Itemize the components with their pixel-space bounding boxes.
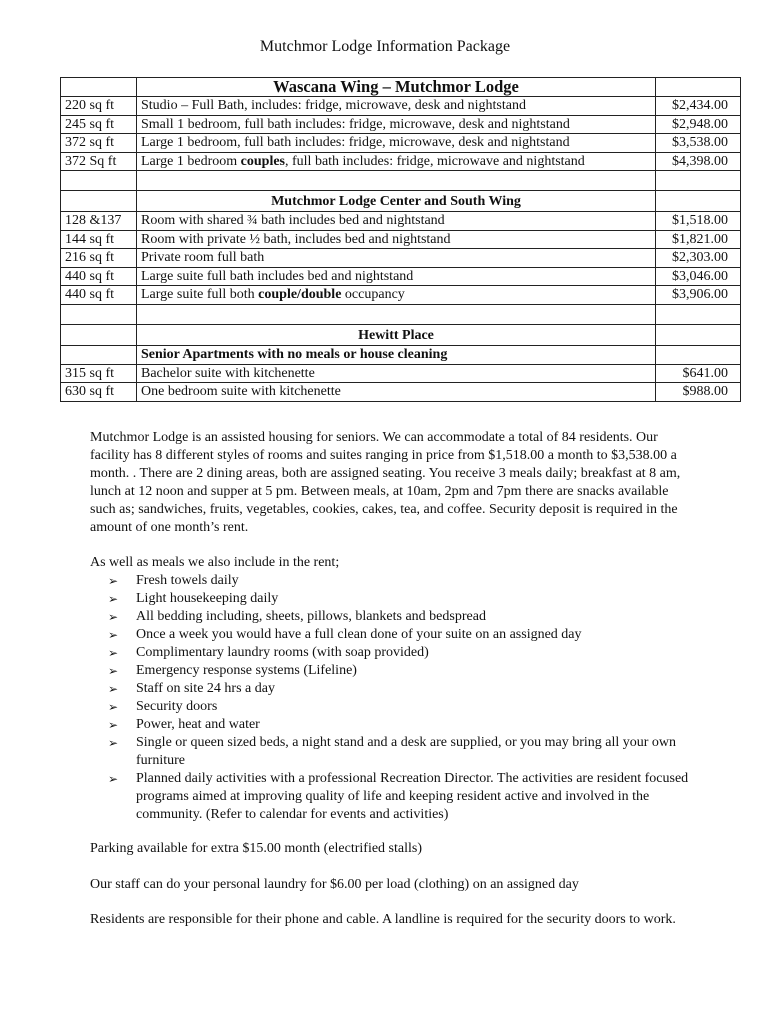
- hewitt-heading-row: [61, 324, 741, 345]
- room-description-cell: [137, 230, 656, 249]
- feature-text: Fresh towels daily: [136, 573, 239, 588]
- room-rate-row: [61, 97, 741, 116]
- empty-cell: [61, 171, 137, 191]
- center-south-heading-row: [61, 191, 741, 212]
- room-rate-row: [61, 286, 741, 305]
- wascana-wing-heading: Wascana Wing – Mutchmor Lodge: [137, 78, 656, 97]
- empty-cell: [656, 345, 741, 364]
- room-rates-table: [60, 77, 741, 402]
- feature-item: [108, 680, 698, 698]
- room-description-cell: [137, 286, 656, 305]
- room-description-cell: [137, 212, 656, 231]
- arrow-bullet-icon: ➢: [108, 628, 119, 642]
- description-text: Large 1 bedroom: [141, 153, 241, 169]
- description-text: Room with shared ¾ bath includes bed and nightstand: [141, 213, 445, 228]
- feature-item: [108, 608, 698, 626]
- intro-paragraph: [90, 429, 690, 537]
- parking-text: Parking available for extra $15.00 month (electrified stalls): [90, 841, 423, 856]
- room-description-cell: [137, 267, 656, 286]
- room-rate-row: [61, 383, 741, 402]
- description-text: Bachelor suite with kitchenette: [141, 365, 315, 381]
- empty-cell: [61, 345, 137, 364]
- arrow-bullet-icon: ➢: [108, 700, 119, 714]
- room-rate-row: [61, 134, 741, 153]
- room-description-cell: [137, 134, 656, 153]
- empty-cell: [656, 191, 741, 212]
- feature-item: [108, 734, 698, 770]
- arrow-bullet-icon: ➢: [108, 574, 119, 588]
- description-text: , full bath includes: fridge, microwave and nightstand: [285, 153, 585, 169]
- empty-cell: [137, 171, 656, 191]
- room-size-cell: 440 sq ft: [61, 286, 137, 305]
- monthly-price-cell: $2,434.00: [656, 97, 741, 116]
- room-size-cell: 630 sq ft: [61, 383, 137, 402]
- monthly-price-cell: $1,518.00: [656, 212, 741, 231]
- arrow-bullet-icon: ➢: [108, 772, 119, 786]
- description-text: Studio – Full Bath, includes: fridge, microwave, desk and nightstand: [141, 98, 526, 113]
- feature-item: [108, 770, 698, 824]
- room-description-cell: [137, 152, 656, 171]
- room-rate-row: [61, 364, 741, 383]
- feature-text: Emergency response systems (Lifeline): [136, 663, 357, 678]
- room-size-cell: 315 sq ft: [61, 364, 137, 383]
- room-description-cell: [137, 97, 656, 116]
- room-description-cell: [137, 115, 656, 134]
- monthly-price-cell: $1,821.00: [656, 230, 741, 249]
- feature-item: [108, 590, 698, 608]
- feature-text: Light housekeeping daily: [136, 591, 279, 606]
- empty-cell: [61, 191, 137, 212]
- arrow-bullet-icon: ➢: [108, 646, 119, 660]
- blank-row: [61, 171, 741, 191]
- arrow-bullet-icon: ➢: [108, 664, 119, 678]
- feature-text: Single or queen sized beds, a night stand and a desk are supplied, or you may bring all your own furniture: [136, 735, 677, 768]
- room-rate-row: [61, 249, 741, 268]
- hewitt-subheading: Senior Apartments with no meals or house cleaning: [137, 345, 656, 364]
- description-text: Large suite full both: [141, 287, 259, 302]
- empty-cell: [656, 304, 741, 324]
- hewitt-subheading-row: [61, 345, 741, 364]
- meals-lead-line: [90, 554, 690, 572]
- description-text: Private room full bath: [141, 250, 265, 265]
- feature-text: Once a week you would have a full clean done of your suite on an assigned day: [136, 627, 582, 642]
- feature-text: Planned daily activities with a professional Recreation Director. The activities are resident focused programs aimed at improving quality of life and keeping resident active and involved in the community. (Refer to calendar for events and activities): [136, 771, 689, 822]
- feature-item: [108, 662, 698, 680]
- description-text: Large 1 bedroom, full bath includes: fridge, microwave, desk and nightstand: [141, 135, 570, 150]
- feature-text: Security doors: [136, 699, 218, 714]
- description-text: Large suite full bath includes bed and nightstand: [141, 268, 414, 284]
- wascana-heading-row: [61, 78, 741, 97]
- feature-item: [108, 626, 698, 644]
- room-rate-row: [61, 212, 741, 231]
- center-south-wing-heading: Mutchmor Lodge Center and South Wing: [137, 191, 656, 212]
- empty-cell: [137, 304, 656, 324]
- monthly-price-cell: $2,948.00: [656, 115, 741, 134]
- empty-cell: [61, 78, 137, 97]
- monthly-price-cell: $3,046.00: [656, 267, 741, 286]
- laundry-text: Our staff can do your personal laundry for $6.00 per load (clothing) on an assigned day: [90, 877, 579, 892]
- empty-cell: [61, 304, 137, 324]
- description-text: One bedroom suite with kitchenette: [141, 384, 341, 399]
- arrow-bullet-icon: ➢: [108, 610, 119, 624]
- feature-item: [108, 572, 698, 590]
- description-text: occupancy: [341, 287, 405, 302]
- arrow-bullet-icon: ➢: [108, 592, 119, 606]
- room-size-cell: 220 sq ft: [61, 97, 137, 116]
- blank-row: [61, 304, 741, 324]
- room-rate-row: [61, 115, 741, 134]
- arrow-bullet-icon: ➢: [108, 718, 119, 732]
- room-size-cell: 128 &137: [61, 212, 137, 231]
- feature-text: Complimentary laundry rooms (with soap provided): [136, 645, 429, 660]
- description-emphasis: couple/double: [258, 287, 342, 302]
- arrow-bullet-icon: ➢: [108, 682, 119, 696]
- empty-cell: [61, 324, 137, 345]
- description-emphasis: couples: [240, 153, 285, 169]
- phone-text: Residents are responsible for their phone and cable. A landline is required for the security doors to work.: [90, 912, 676, 927]
- room-rate-row: [61, 230, 741, 249]
- included-features-list: [108, 572, 698, 824]
- feature-text: Staff on site 24 hrs a day: [136, 681, 275, 696]
- document-title: Mutchmor Lodge Information Package: [259, 38, 511, 55]
- room-size-cell: 245 sq ft: [61, 115, 137, 134]
- monthly-price-cell: $641.00: [656, 364, 741, 383]
- monthly-price-cell: $3,538.00: [656, 134, 741, 153]
- description-text: Room with private ½ bath, includes bed and nightstand: [141, 231, 451, 247]
- room-rate-row: [61, 152, 741, 171]
- monthly-price-cell: $4,398.00: [656, 152, 741, 171]
- monthly-price-cell: $2,303.00: [656, 249, 741, 268]
- empty-cell: [656, 171, 741, 191]
- intro-text: Mutchmor Lodge is an assisted housing for seniors. We can accommodate a total of 84 residents. Our facility has 8 different styles of rooms and suites ranging in price from $1,518.00 a month to $3,538.00 a month. . There are 2 dining areas, both are assigned seating. You receive 3 meals daily; breakfast at 8 am, lunch at 12 noon and supper at 5 pm. Between meals, at 10am, 2pm and 7pm there are snacks available such as; sandwiches, fruits, vegetables, cookies, cakes, tea, and coffee. Security deposit is required in the amount of one month’s rent.: [90, 430, 681, 535]
- room-rates-body: [61, 78, 741, 402]
- empty-cell: [656, 324, 741, 345]
- parking-note: [90, 840, 690, 858]
- room-size-cell: 372 sq ft: [61, 134, 137, 153]
- description-text: Small 1 bedroom, full bath includes: fridge, microwave, desk and nightstand: [141, 116, 570, 132]
- room-description-cell: [137, 364, 656, 383]
- feature-item: [108, 698, 698, 716]
- feature-item: [108, 716, 698, 734]
- monthly-price-cell: $3,906.00: [656, 286, 741, 305]
- room-description-cell: [137, 383, 656, 402]
- feature-item: [108, 644, 698, 662]
- feature-text: All bedding including, sheets, pillows, blankets and bedspread: [136, 609, 486, 624]
- room-size-cell: 144 sq ft: [61, 230, 137, 249]
- feature-text: Power, heat and water: [136, 717, 260, 732]
- meals-lead-text: As well as meals we also include in the rent;: [90, 555, 340, 570]
- laundry-note: [90, 876, 690, 894]
- room-size-cell: 440 sq ft: [61, 267, 137, 286]
- room-description-cell: [137, 249, 656, 268]
- room-size-cell: 372 Sq ft: [61, 152, 137, 171]
- arrow-bullet-icon: ➢: [108, 736, 119, 750]
- empty-cell: [656, 78, 741, 97]
- hewitt-place-heading: Hewitt Place: [137, 324, 656, 345]
- monthly-price-cell: $988.00: [656, 383, 741, 402]
- room-size-cell: 216 sq ft: [61, 249, 137, 268]
- room-rate-row: [61, 267, 741, 286]
- phone-note: [90, 911, 690, 929]
